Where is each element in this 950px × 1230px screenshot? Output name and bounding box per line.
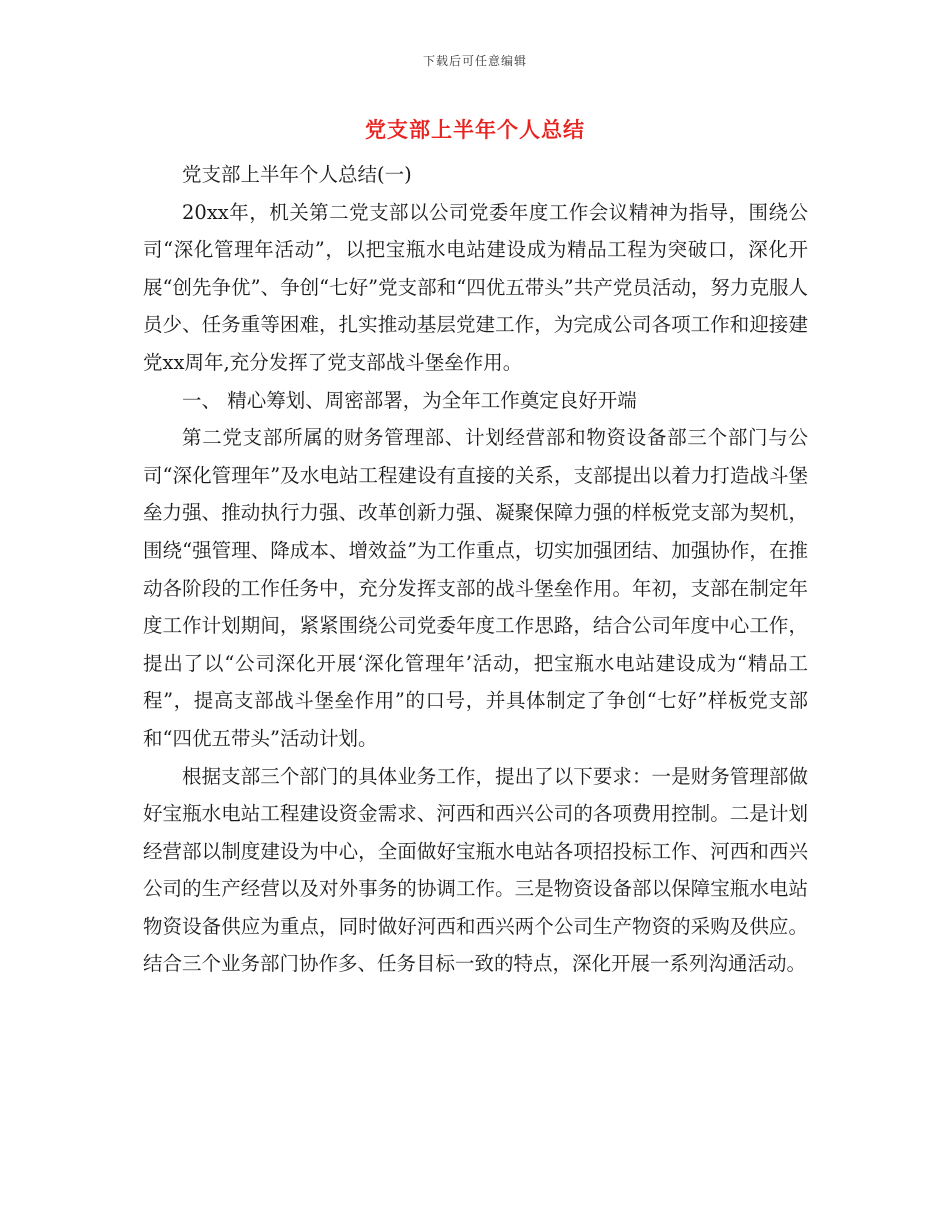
document-subtitle: 党支部上半年个人总结(一): [182, 163, 412, 186]
paragraph-section-1: 第二党支部所属的财务管理部、计划经营部和物资设备部三个部门与公司“深化管理年”及水电站工程建设有直接的关系，支部提出以着力打造战斗堡垒力强、推动执行力强、改革创新力强、凝聚保障力强的样板党支部为契机，围绕“强管理、降成本、增效益”为工作重点，切实加强团结、加强协作，在推动各阶段的工作任务中，充分发挥支部的战斗堡垒作用。年初，支部在制定年度工作计划期间，紧紧围绕公司党委年度工作思路，结合公司年度中心工作，提出了以“公司深化开展‘深化管理年’活动，把宝瓶水电站建设成为“精品工程”，提高支部战斗堡垒作用”的口号，并具体制定了争创“七好”样板党支部和“四优五带头”活动计划。: [143, 426, 808, 750]
page-header-note: 下载后可任意编辑: [422, 54, 527, 68]
paragraph-requirements: 根据支部三个部门的具体业务工作，提出了以下要求：一是财务管理部做好宝瓶水电站工程建设资金需求、河西和西兴公司的各项费用控制。二是计划经营部以制度建设为中心，全面做好宝瓶水电站各项招投标工作、河西和西兴公司的生产经营以及对外事务的协调工作。三是物资设备部以保障宝瓶水电站物资设备供应为重点，同时做好河西和西兴两个公司生产物资的采购及供应。结合三个业务部门协作多、任务目标一致的特点，深化开展一系列沟通活动。: [143, 764, 808, 976]
paragraph-intro: 20xx年，机关第二党支部以公司党委年度工作会议精神为指导，围绕公司“深化管理年活动”，以把宝瓶水电站建设成为精品工程为突破口，深化开展“创先争优”、争创“七好”党支部和“四优五带头”共产党员活动，努力克服人员少、任务重等困难，扎实推动基层党建工作，为完成公司各项工作和迎接建党xx周年,充分发挥了党支部战斗堡垒作用。: [143, 200, 808, 374]
document-title: 党支部上半年个人总结: [365, 117, 585, 142]
document-body: [143, 156, 808, 983]
section-heading-1: 一、 精心筹划、周密部署，为全年工作奠定良好开端: [182, 388, 637, 412]
